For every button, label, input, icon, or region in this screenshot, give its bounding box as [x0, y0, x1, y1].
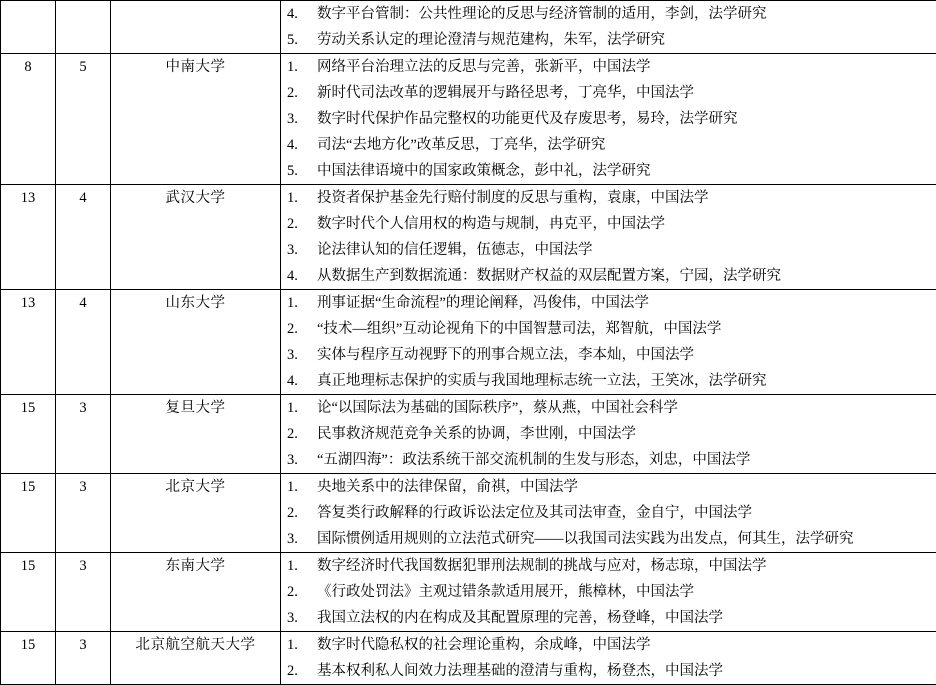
- paper-index: 2.: [287, 579, 311, 605]
- paper-list-item: [281, 474, 936, 500]
- paper-list-item: [281, 368, 936, 394]
- institution-cell: 东南大学: [111, 553, 281, 632]
- paper-index: 1.: [287, 290, 311, 316]
- paper-title: 中国法律语境中的国家政策概念，彭中礼，法学研究: [317, 163, 651, 179]
- paper-list: [281, 290, 936, 394]
- paper-list-item: [281, 132, 936, 158]
- rank-cell: 15: [1, 553, 56, 632]
- count-cell: 3: [56, 474, 111, 553]
- table-row: [1, 632, 936, 685]
- institution-cell: 山东大学: [111, 290, 281, 395]
- table-row: [1, 54, 936, 185]
- paper-list: [281, 185, 936, 289]
- paper-list-item: [281, 447, 936, 473]
- paper-title: 从数据生产到数据流通：数据财产权益的双层配置方案，宁园，法学研究: [317, 268, 781, 284]
- paper-list-item: [281, 106, 936, 132]
- paper-index: 2.: [287, 316, 311, 342]
- count-cell: 4: [56, 290, 111, 395]
- paper-title: 刑事证据“生命流程”的理论阐释，冯俊伟，中国法学: [317, 295, 649, 311]
- paper-list-item: [281, 211, 936, 237]
- paper-index: 3.: [287, 605, 311, 631]
- paper-index: 4.: [287, 1, 311, 27]
- rank-cell: 15: [1, 632, 56, 685]
- paper-list-item: [281, 316, 936, 342]
- paper-title: 新时代司法改革的逻辑展开与路径思考，丁亮华，中国法学: [317, 85, 694, 101]
- institution-cell: [111, 1, 281, 54]
- rank-cell: 13: [1, 185, 56, 290]
- paper-list-item: [281, 290, 936, 316]
- paper-index: 3.: [287, 106, 311, 132]
- paper-list-item: [281, 605, 936, 631]
- table-row: [1, 185, 936, 290]
- paper-index: 3.: [287, 447, 311, 473]
- paper-list: [281, 632, 936, 684]
- paper-list-cell: [281, 1, 936, 54]
- paper-index: 1.: [287, 632, 311, 658]
- paper-list: [281, 474, 936, 552]
- paper-index: 2.: [287, 500, 311, 526]
- count-cell: 3: [56, 395, 111, 474]
- institution-cell: 北京航空航天大学: [111, 632, 281, 685]
- paper-list-item: [281, 579, 936, 605]
- paper-index: 3.: [287, 526, 311, 552]
- paper-list-item: [281, 185, 936, 211]
- paper-list-cell: [281, 632, 936, 685]
- paper-title: 我国立法权的内在构成及其配置原理的完善，杨登峰，中国法学: [317, 610, 723, 626]
- paper-list: [281, 54, 936, 184]
- paper-title: 数字时代隐私权的社会理论重构，余成峰，中国法学: [317, 637, 651, 653]
- paper-title: 基本权利私人间效力法理基础的澄清与重构，杨登杰，中国法学: [317, 663, 723, 679]
- paper-list-item: [281, 158, 936, 184]
- count-cell: 5: [56, 54, 111, 185]
- count-cell: 3: [56, 553, 111, 632]
- paper-index: 5.: [287, 158, 311, 184]
- table-row: [1, 290, 936, 395]
- rank-cell: 8: [1, 54, 56, 185]
- paper-list-item: [281, 54, 936, 80]
- paper-index: 1.: [287, 395, 311, 421]
- paper-list-item: [281, 1, 936, 27]
- paper-title: 国际惯例适用规则的立法范式研究——以我国司法实践为出发点，何其生，法学研究: [317, 531, 854, 547]
- paper-list-item: [281, 421, 936, 447]
- paper-title: 实体与程序互动视野下的刑事合规立法，李本灿，中国法学: [317, 347, 694, 363]
- paper-list-item: [281, 342, 936, 368]
- paper-list-item: [281, 80, 936, 106]
- paper-list-cell: [281, 553, 936, 632]
- paper-index: 2.: [287, 211, 311, 237]
- paper-list-item: [281, 553, 936, 579]
- paper-title: 数字时代保护作品完整权的功能更代及存废思考，易玲，法学研究: [317, 111, 738, 127]
- count-cell: [56, 1, 111, 54]
- paper-list-cell: [281, 395, 936, 474]
- paper-title: 司法“去地方化”改革反思，丁亮华，法学研究: [317, 137, 605, 153]
- paper-title: 《行政处罚法》主观过错条款适用展开，熊樟林，中国法学: [317, 584, 694, 600]
- paper-index: 4.: [287, 263, 311, 289]
- paper-list: [281, 553, 936, 631]
- paper-title: 民事救济规范竞争关系的协调，李世刚，中国法学: [317, 426, 636, 442]
- paper-title: 论“以国际法为基础的国际秩序”，蔡从燕，中国社会科学: [317, 400, 678, 416]
- paper-list-item: [281, 263, 936, 289]
- paper-index: 5.: [287, 27, 311, 53]
- paper-title: 数字平台管制：公共性理论的反思与经济管制的适用，李剑，法学研究: [317, 6, 767, 22]
- paper-index: 1.: [287, 54, 311, 80]
- institution-cell: 中南大学: [111, 54, 281, 185]
- count-cell: 4: [56, 185, 111, 290]
- paper-list-cell: [281, 185, 936, 290]
- paper-title: 央地关系中的法律保留，俞祺，中国法学: [317, 479, 578, 495]
- paper-list-item: [281, 526, 936, 552]
- paper-list-item: [281, 658, 936, 684]
- table-row: [1, 1, 936, 54]
- paper-index: 2.: [287, 80, 311, 106]
- paper-index: 3.: [287, 342, 311, 368]
- paper-index: 2.: [287, 658, 311, 684]
- paper-index: 1.: [287, 553, 311, 579]
- paper-list-cell: [281, 290, 936, 395]
- rank-cell: 13: [1, 290, 56, 395]
- table-row: [1, 395, 936, 474]
- paper-list-item: [281, 500, 936, 526]
- paper-title: 数字经济时代我国数据犯罪刑法规制的挑战与应对，杨志琼，中国法学: [317, 558, 767, 574]
- paper-title: 答复类行政解释的行政诉讼法定位及其司法审查，金自宁，中国法学: [317, 505, 752, 521]
- rank-cell: [1, 1, 56, 54]
- paper-index: 4.: [287, 132, 311, 158]
- institution-cell: 武汉大学: [111, 185, 281, 290]
- table-row: [1, 553, 936, 632]
- paper-title: “技术—组织”互动论视角下的中国智慧司法，郑智航，中国法学: [317, 321, 721, 337]
- paper-index: 1.: [287, 474, 311, 500]
- paper-title: 网络平台治理立法的反思与完善，张新平，中国法学: [317, 59, 651, 75]
- paper-list: [281, 1, 936, 53]
- paper-list-cell: [281, 474, 936, 553]
- paper-title: “五湖四海”：政法系统干部交流机制的生发与形态，刘忠，中国法学: [317, 452, 750, 468]
- paper-index: 2.: [287, 421, 311, 447]
- table-body: [1, 1, 936, 685]
- paper-index: 3.: [287, 237, 311, 263]
- institution-cell: 北京大学: [111, 474, 281, 553]
- institution-cell: 复旦大学: [111, 395, 281, 474]
- paper-title: 劳动关系认定的理论澄清与规范建构，朱军，法学研究: [317, 32, 665, 48]
- paper-title: 真正地理标志保护的实质与我国地理标志统一立法，王笑冰，法学研究: [317, 373, 767, 389]
- paper-index: 4.: [287, 368, 311, 394]
- rank-cell: 15: [1, 474, 56, 553]
- paper-list-item: [281, 237, 936, 263]
- rank-cell: 15: [1, 395, 56, 474]
- paper-list-cell: [281, 54, 936, 185]
- paper-list: [281, 395, 936, 473]
- paper-title: 数字时代个人信用权的构造与规制，冉克平，中国法学: [317, 216, 665, 232]
- paper-title: 论法律认知的信任逻辑，伍德志，中国法学: [317, 242, 593, 258]
- count-cell: 3: [56, 632, 111, 685]
- paper-list-item: [281, 395, 936, 421]
- table-row: [1, 474, 936, 553]
- paper-title: 投资者保护基金先行赔付制度的反思与重构，袁康，中国法学: [317, 190, 709, 206]
- paper-index: 1.: [287, 185, 311, 211]
- paper-list-item: [281, 632, 936, 658]
- paper-list-item: [281, 27, 936, 53]
